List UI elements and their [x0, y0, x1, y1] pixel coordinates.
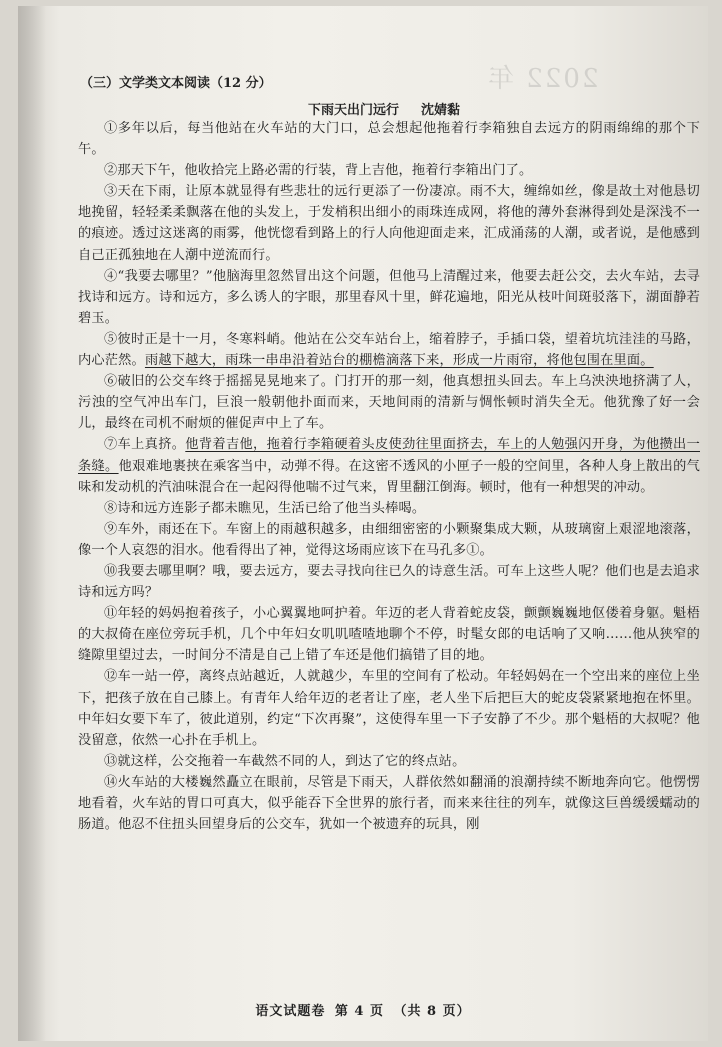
paragraph-p12: [78, 666, 700, 750]
page-fold-shadow: [18, 6, 46, 1041]
paragraph-p5: [78, 329, 700, 371]
paragraph-text: ②那天下午，他收拾完上路必需的行装，背上吉他，拖着行李箱出门了。: [104, 163, 533, 179]
paragraph-text: ⑧诗和远方连影子都未瞧见，生活已给了他当头棒喝。: [104, 500, 426, 516]
underlined-sentence: 雨越下越大，雨珠一串串沿着站台的棚檐滴落下来，形成一片雨帘，将他包围在里面。: [144, 353, 654, 369]
paragraph-text: ④“我要去哪里？”他脑海里忽然冒出这个问题，但他马上清醒过来，他要去赶公交，去火车站，去寻找诗和远方。诗和远方，多么诱人的字眼，那里春风十里，鲜花遍地，阳光从枝叶间斑驳落下，湖面静若碧玉。: [78, 268, 700, 326]
article-title: 下雨天出门远行: [308, 103, 400, 118]
exam-page: [18, 6, 708, 1041]
article-body: [78, 118, 700, 835]
paragraph-p3: [78, 181, 700, 265]
page-footer: [18, 1000, 708, 1019]
paragraph-text: ⑩我要去哪里啊？哦，要去远方，要去寻找向往已久的诗意生活。可车上这些人呢？他们也是去追求诗和远方吗？: [78, 563, 700, 601]
paragraph-p11: [78, 603, 700, 666]
paragraph-text: ①多年以后，每当他站在火车站的大门口，总会想起他拖着行李箱独自去远方的阴雨绵绵的那个下午。: [78, 121, 700, 158]
paragraph-p2: [78, 160, 700, 181]
paragraph-text: ⑨车外，雨还在下。车窗上的雨越积越多，由细细密密的小颗聚集成大颗，从玻璃窗上艰涩地滚落，像一个人哀怨的泪水。他看得出了神，觉得这场雨应该下在马孔多①。: [78, 521, 700, 558]
article-author: 沈婧黏: [421, 103, 461, 118]
section-title: （三）文学类文本阅读（12 分）: [80, 76, 272, 91]
paragraph-text: ⑦车上真挤。: [104, 437, 186, 453]
paragraph-p6: [78, 371, 700, 434]
paragraph-text: ③天在下雨，让原本就显得有些悲壮的远行更添了一份凄凉。雨不大，缠绵如丝，像是故土对他恳切地挽留，轻轻柔柔飘落在他的头发上，于发梢积出细小的雨珠连成网，将他的薄外套淋得到处是深浅不一的痕迹。透过这迷离的雨雾，他恍惚看到路上的行人向他迎面走来，汇成涌荡的人潮，或者说，是他感到自己正孤独地在人潮中逆流而行。: [78, 184, 700, 263]
footer-subject: 语文试题卷: [255, 1004, 326, 1019]
paragraph-text: ⑫车一站一停，离终点站越近，人就越少，车里的空间有了松动。年轻妈妈在一个空出来的座位上坐下，把孩子放在自己膝上。有青年人给年迈的老者让了座，老人坐下后把巨大的蛇皮袋紧紧地抱在怀里。中年妇女要下车了，彼此道别，约定“下次再聚”，这使得车里一下子安静了不少。那个魁梧的大叔呢？他没留意，依然一心扑在手机上。: [78, 669, 700, 748]
bleed-through-watermark: 2022 年: [486, 64, 599, 94]
paragraph-p7: [78, 434, 700, 497]
paragraph-text: ⑤彼时正是十一月，冬寒料峭。他站在公交车站台上，缩着脖子，手插口袋，望着坑坑洼洼的马路，内心茫然。: [78, 331, 700, 369]
paragraph-text: ⑬就这样，公交拖着一车截然不同的人，到达了它的终点站。: [104, 753, 466, 769]
paragraph-p1: [78, 118, 700, 160]
underlined-sentence: 他背着吉他，拖着行李箱硬着头皮使劲往里面挤去，车上的人勉强闪开身，为他攒出一条缝。: [78, 437, 700, 474]
footer-total-pages: （共 8 页）: [393, 1004, 471, 1019]
paragraph-text: ⑭火车站的大楼巍然矗立在眼前，尽管是下雨天，人群依然如翻涌的浪潮持续不断地奔向它。他愣愣地看着，火车站的胃口可真大，似乎能吞下全世界的旅行者，而来来往往的列车，就像这巨兽缓缓蠕动的肠道。他忍不住扭头回望身后的公交车，犹如一个被遗弃的玩具，刚: [78, 774, 700, 833]
paragraph-p4: [78, 266, 700, 329]
paragraph-p13: [78, 751, 700, 772]
article-heading: [308, 99, 460, 118]
paragraph-p14: [78, 772, 700, 835]
paragraph-p10: [78, 561, 700, 603]
paragraph-text: ⑪年轻的妈妈抱着孩子，小心翼翼地呵护着。年迈的老人背着蛇皮袋，颤颤巍巍地伛偻着身躯。魁梧的大叔倚在座位旁玩手机，几个中年妇女叽叽喳喳地聊个不停，时髦女郎的电话响了又响……他从狭窄的缝隙里望过去，一时间分不清是自己上错了车还是他们搞错了目的地。: [78, 606, 700, 664]
paragraph-text: ⑥破旧的公交车终于摇摇晃晃地来了。门打开的那一刻，他真想扭头回去。车上乌泱泱地挤满了人，污浊的空气冲出车门，巨浪一般朝他扑面而来，天地间雨的清新与惆怅顿时消失全无。他犹豫了好一会儿，最终在司机不耐烦的催促声中上了车。: [78, 374, 700, 432]
paragraph-p8: [78, 498, 700, 519]
paragraph-text: 他艰难地裹挟在乘客当中，动弹不得。在这密不透风的小匣子一般的空间里，各种人身上散出的气味和发动机的汽油味混合在一起闷得他喘不过气来，胃里翻江倒海。顿时，他有一种想哭的冲动。: [78, 458, 700, 495]
footer-page-number: 第 4 页: [334, 1004, 384, 1019]
paragraph-p9: [78, 519, 700, 561]
